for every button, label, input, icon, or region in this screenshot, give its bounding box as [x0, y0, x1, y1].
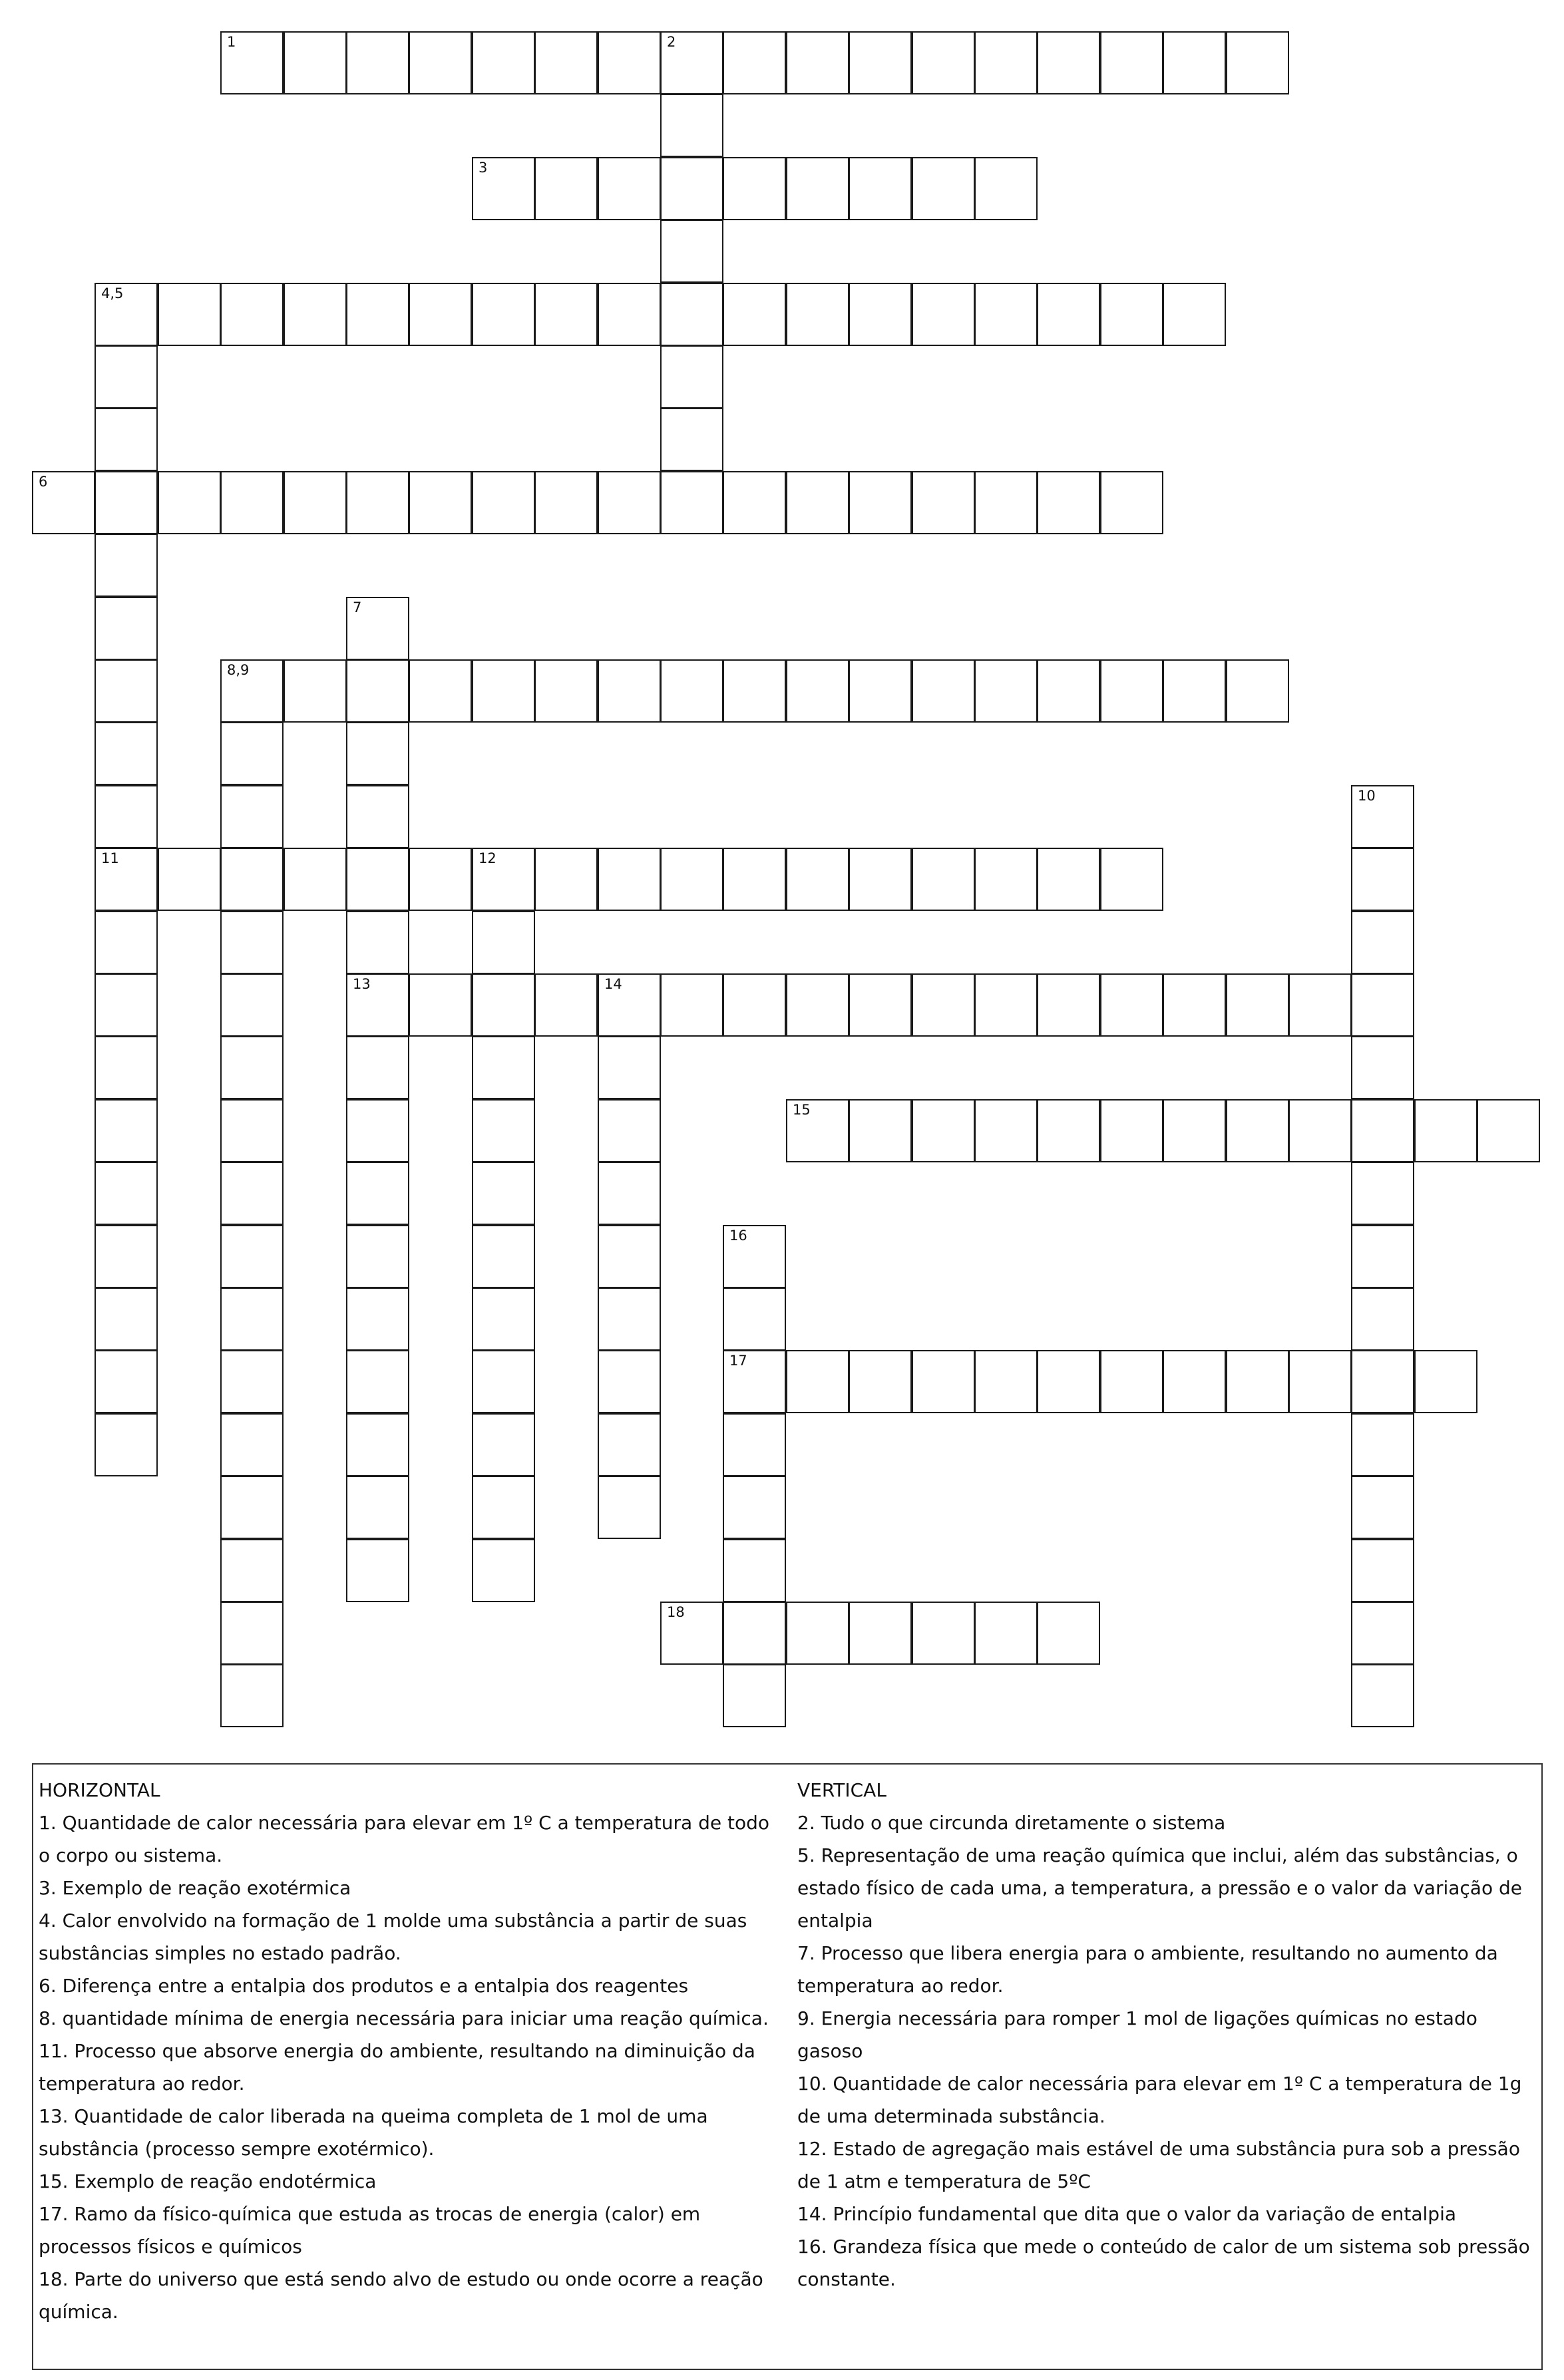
grid-cell[interactable] [912, 659, 975, 723]
clue-h11: 11. Processo que absorve energia do ambiente, resultando na diminuição da temperatura ao redor. [39, 2040, 755, 2095]
grid-cell[interactable] [786, 283, 849, 346]
grid-cell[interactable] [723, 1539, 786, 1602]
grid-cell[interactable] [598, 1036, 661, 1099]
grid-cell-7[interactable] [346, 597, 409, 660]
grid-cell-13[interactable] [346, 973, 409, 1037]
grid-cell[interactable] [849, 1350, 912, 1413]
clue-number: 15 [793, 1102, 811, 1118]
grid-cell[interactable] [472, 1476, 535, 1539]
grid-cell[interactable] [912, 1602, 975, 1665]
grid-cell[interactable] [598, 471, 661, 534]
grid-cell[interactable] [974, 1350, 1038, 1413]
clue-number: 16 [729, 1228, 747, 1244]
grid-cell[interactable] [472, 1287, 535, 1351]
clue-number: 11 [101, 850, 119, 866]
clue-h4: 4. Calor envolvido na formação de 1 molde uma substância a partir de suas substâncias simples no estado padrão. [39, 1910, 747, 1964]
grid-cell[interactable] [598, 1476, 661, 1539]
grid-cell[interactable] [912, 973, 975, 1037]
grid-cell[interactable] [409, 283, 472, 346]
grid-cell[interactable] [598, 1225, 661, 1288]
grid-cell[interactable] [912, 471, 975, 534]
grid-cell[interactable] [220, 722, 284, 785]
grid-cell[interactable] [409, 31, 472, 94]
grid-cell[interactable] [786, 471, 849, 534]
grid-cell[interactable] [534, 848, 598, 911]
grid-cell[interactable] [912, 31, 975, 94]
grid-cell[interactable] [1226, 1350, 1289, 1413]
grid-cell[interactable] [1100, 31, 1163, 94]
clue-number: 3 [479, 160, 488, 176]
grid-cell[interactable] [95, 1350, 158, 1413]
clue-h17: 17. Ramo da físico-química que estuda as trocas de energia (calor) em processos físicos e químicos [39, 2203, 701, 2258]
grid-cell-11[interactable] [95, 848, 158, 911]
grid-cell[interactable] [1100, 848, 1163, 911]
grid-cell-18[interactable] [660, 1602, 723, 1665]
clue-number: 18 [667, 1604, 685, 1620]
grid-cell[interactable] [346, 283, 409, 346]
grid-cell[interactable] [346, 1539, 409, 1602]
grid-cell[interactable] [1351, 911, 1414, 974]
clue-h3: 3. Exemplo de reação exotérmica [39, 1877, 351, 1899]
grid-cell[interactable] [534, 973, 598, 1037]
grid-cell-12[interactable] [472, 848, 535, 911]
grid-cell[interactable] [598, 31, 661, 94]
grid-cell[interactable] [95, 1413, 158, 1476]
grid-cell-45[interactable] [95, 283, 158, 346]
grid-cell[interactable] [472, 1162, 535, 1225]
grid-cell[interactable] [346, 1413, 409, 1476]
grid-cell[interactable] [723, 659, 786, 723]
grid-cell[interactable] [723, 973, 786, 1037]
grid-cell[interactable] [912, 283, 975, 346]
grid-cell[interactable] [220, 1099, 284, 1162]
grid-cell-10[interactable] [1351, 785, 1414, 848]
grid-cell[interactable] [849, 471, 912, 534]
grid-cell[interactable] [1163, 659, 1226, 723]
grid-cell[interactable] [598, 1287, 661, 1351]
grid-cell[interactable] [95, 471, 158, 534]
grid-cell[interactable] [220, 1602, 284, 1665]
clue-number: 14 [604, 976, 622, 992]
grid-cell[interactable] [660, 157, 723, 220]
grid-cell[interactable] [220, 283, 284, 346]
clue-v5: 5. Representação de uma reação química que inclui, além das substâncias, o estado físico de cada uma, a temperatura, a pressão e o valor da variação de entalpia [797, 1844, 1522, 1932]
grid-cell[interactable] [723, 848, 786, 911]
grid-cell[interactable] [534, 471, 598, 534]
grid-cell[interactable] [1100, 1350, 1163, 1413]
clues-box [32, 1763, 1543, 2370]
grid-cell[interactable] [472, 1036, 535, 1099]
grid-cell[interactable] [220, 785, 284, 848]
grid-cell[interactable] [849, 283, 912, 346]
grid-cell[interactable] [849, 973, 912, 1037]
grid-cell[interactable] [786, 1602, 849, 1665]
grid-cell[interactable] [158, 848, 221, 911]
grid-cell[interactable] [849, 848, 912, 911]
grid-cell[interactable] [220, 1287, 284, 1351]
clue-number: 17 [729, 1353, 747, 1369]
grid-cell[interactable] [786, 848, 849, 911]
grid-cell[interactable] [1351, 1476, 1414, 1539]
grid-cell[interactable] [1037, 31, 1100, 94]
grid-cell[interactable] [472, 659, 535, 723]
grid-cell[interactable] [220, 848, 284, 911]
grid-cell[interactable] [786, 157, 849, 220]
grid-cell[interactable] [786, 973, 849, 1037]
clue-v14: 14. Princípio fundamental que dita que o valor da variação de entalpia [797, 2203, 1457, 2225]
grid-cell[interactable] [472, 1350, 535, 1413]
grid-cell[interactable] [1351, 1664, 1414, 1727]
grid-cell[interactable] [95, 785, 158, 848]
grid-cell[interactable] [1100, 283, 1163, 346]
grid-cell[interactable] [1037, 1350, 1100, 1413]
grid-cell[interactable] [723, 1664, 786, 1727]
grid-cell[interactable] [346, 1225, 409, 1288]
grid-cell[interactable] [1351, 1225, 1414, 1288]
grid-cell[interactable] [1351, 1602, 1414, 1665]
grid-cell[interactable] [974, 1099, 1038, 1162]
grid-cell[interactable] [1100, 471, 1163, 534]
grid-cell[interactable] [660, 283, 723, 346]
grid-cell[interactable] [284, 659, 347, 723]
grid-cell[interactable] [974, 471, 1038, 534]
clue-number: 4,5 [101, 285, 124, 301]
grid-cell[interactable] [660, 659, 723, 723]
grid-cell[interactable] [1477, 1099, 1540, 1162]
grid-cell[interactable] [95, 1036, 158, 1099]
grid-cell[interactable] [1226, 973, 1289, 1037]
grid-cell[interactable] [974, 973, 1038, 1037]
grid-cell[interactable] [786, 31, 849, 94]
grid-cell[interactable] [220, 1350, 284, 1413]
grid-cell[interactable] [346, 1287, 409, 1351]
grid-cell-3[interactable] [472, 157, 535, 220]
grid-cell[interactable] [220, 471, 284, 534]
grid-cell[interactable] [912, 1350, 975, 1413]
clue-number: 12 [479, 850, 496, 866]
grid-cell-6[interactable] [32, 471, 95, 534]
grid-cell[interactable] [1163, 1350, 1226, 1413]
clue-v2: 2. Tudo o que circunda diretamente o sistema [797, 1812, 1226, 1834]
grid-cell-17[interactable] [723, 1350, 786, 1413]
grid-cell[interactable] [1351, 1287, 1414, 1351]
grid-cell[interactable] [95, 1162, 158, 1225]
grid-cell[interactable] [660, 848, 723, 911]
grid-cell[interactable] [346, 848, 409, 911]
grid-cell[interactable] [1351, 1162, 1414, 1225]
grid-cell[interactable] [220, 1413, 284, 1476]
grid-cell[interactable] [1163, 283, 1226, 346]
grid-cell[interactable] [974, 157, 1038, 220]
grid-cell[interactable] [472, 1225, 535, 1288]
grid-cell[interactable] [346, 785, 409, 848]
grid-cell[interactable] [1288, 1350, 1352, 1413]
grid-cell[interactable] [660, 973, 723, 1037]
grid-cell[interactable] [534, 283, 598, 346]
grid-cell[interactable] [472, 31, 535, 94]
grid-cell[interactable] [598, 1413, 661, 1476]
horizontal-title: HORIZONTAL [39, 1779, 160, 1801]
clue-h13: 13. Quantidade de calor liberada na queima completa de 1 mol de uma substância (processo sempre exotérmico). [39, 2105, 708, 2160]
grid-cell[interactable] [409, 848, 472, 911]
grid-cell[interactable] [1351, 1539, 1414, 1602]
grid-cell[interactable] [974, 283, 1038, 346]
grid-cell[interactable] [95, 408, 158, 471]
grid-cell[interactable] [912, 1099, 975, 1162]
grid-cell-1[interactable] [220, 31, 284, 94]
clue-h15: 15. Exemplo de reação endotérmica [39, 2170, 377, 2192]
grid-cell[interactable] [723, 31, 786, 94]
clue-number: 1 [227, 34, 236, 50]
grid-cell[interactable] [1037, 659, 1100, 723]
grid-cell[interactable] [723, 283, 786, 346]
grid-cell[interactable] [409, 471, 472, 534]
grid-cell[interactable] [1351, 1036, 1414, 1099]
grid-cell-2[interactable] [660, 31, 723, 94]
grid-cell[interactable] [723, 157, 786, 220]
grid-cell[interactable] [95, 1225, 158, 1288]
grid-cell[interactable] [723, 471, 786, 534]
grid-cell[interactable] [220, 911, 284, 974]
grid-cell[interactable] [158, 471, 221, 534]
grid-cell[interactable] [1163, 31, 1226, 94]
grid-cell[interactable] [1100, 1099, 1163, 1162]
grid-cell[interactable] [220, 1162, 284, 1225]
grid-cell[interactable] [849, 31, 912, 94]
grid-cell[interactable] [220, 1476, 284, 1539]
grid-cell[interactable] [974, 31, 1038, 94]
clue-number: 13 [353, 976, 371, 992]
grid-cell[interactable] [284, 283, 347, 346]
grid-cell[interactable] [1037, 848, 1100, 911]
grid-cell[interactable] [472, 1413, 535, 1476]
grid-cell[interactable] [95, 973, 158, 1037]
grid-cell[interactable] [346, 1162, 409, 1225]
grid-cell[interactable] [472, 283, 535, 346]
grid-cell[interactable] [1037, 471, 1100, 534]
grid-cell[interactable] [409, 659, 472, 723]
grid-cell[interactable] [95, 1099, 158, 1162]
grid-cell[interactable] [1163, 973, 1226, 1037]
grid-cell[interactable] [1351, 973, 1414, 1037]
grid-cell[interactable] [472, 911, 535, 974]
clue-number: 8,9 [227, 662, 250, 678]
grid-cell[interactable] [974, 848, 1038, 911]
grid-cell[interactable] [598, 1099, 661, 1162]
grid-cell-16[interactable] [723, 1225, 786, 1288]
grid-cell[interactable] [786, 659, 849, 723]
grid-cell[interactable] [534, 31, 598, 94]
clue-h18: 18. Parte do universo que está sendo alvo de estudo ou onde ocorre a reação química. [39, 2268, 763, 2323]
grid-cell[interactable] [95, 597, 158, 660]
grid-cell[interactable] [723, 1287, 786, 1351]
grid-cell[interactable] [472, 973, 535, 1037]
grid-cell-15[interactable] [786, 1099, 849, 1162]
grid-cell[interactable] [346, 659, 409, 723]
grid-cell[interactable] [598, 283, 661, 346]
grid-cell[interactable] [1351, 1350, 1414, 1413]
grid-cell[interactable] [660, 471, 723, 534]
grid-cell[interactable] [974, 659, 1038, 723]
grid-cell[interactable] [346, 1350, 409, 1413]
grid-cell[interactable] [472, 1099, 535, 1162]
grid-cell[interactable] [409, 973, 472, 1037]
grid-cell[interactable] [95, 345, 158, 409]
grid-cell[interactable] [598, 1162, 661, 1225]
grid-cell[interactable] [660, 220, 723, 283]
grid-cell[interactable] [95, 911, 158, 974]
clue-v16: 16. Grandeza física que mede o conteúdo de calor de um sistema sob pressão constante. [797, 2236, 1530, 2290]
vertical-title: VERTICAL [797, 1779, 886, 1801]
grid-cell[interactable] [1288, 1099, 1352, 1162]
grid-cell[interactable] [346, 911, 409, 974]
clue-number: 6 [39, 474, 48, 490]
grid-cell[interactable] [1414, 1099, 1477, 1162]
grid-cell[interactable] [1414, 1350, 1477, 1413]
grid-cell[interactable] [912, 848, 975, 911]
grid-cell[interactable] [284, 848, 347, 911]
clue-h6: 6. Diferença entre a entalpia dos produtos e a entalpia dos reagentes [39, 1975, 689, 1997]
grid-cell[interactable] [660, 345, 723, 409]
grid-cell[interactable] [1351, 1099, 1414, 1162]
grid-cell[interactable] [723, 1413, 786, 1476]
grid-cell[interactable] [220, 1225, 284, 1288]
grid-cell[interactable] [1288, 973, 1352, 1037]
grid-cell[interactable] [598, 157, 661, 220]
clue-number: 10 [1358, 788, 1376, 804]
grid-cell[interactable] [1351, 848, 1414, 911]
grid-cell[interactable] [284, 31, 347, 94]
grid-cell[interactable] [346, 471, 409, 534]
grid-cell[interactable] [598, 848, 661, 911]
grid-cell[interactable] [849, 659, 912, 723]
grid-cell[interactable] [95, 659, 158, 723]
grid-cell[interactable] [346, 1476, 409, 1539]
clue-number: 7 [353, 599, 362, 615]
grid-cell-89[interactable] [220, 659, 284, 723]
grid-cell[interactable] [1226, 31, 1289, 94]
vertical-clues [797, 1774, 1543, 2295]
grid-cell[interactable] [220, 1036, 284, 1099]
grid-cell[interactable] [534, 157, 598, 220]
grid-cell[interactable] [472, 1539, 535, 1602]
grid-cell[interactable] [849, 1099, 912, 1162]
grid-cell[interactable] [1037, 1602, 1100, 1665]
grid-cell[interactable] [1037, 973, 1100, 1037]
grid-cell[interactable] [1163, 1099, 1226, 1162]
clue-v12: 12. Estado de agregação mais estável de uma substância pura sob a pressão de 1 atm e temperatura de 5ºC [797, 2138, 1520, 2192]
grid-cell[interactable] [660, 94, 723, 157]
grid-cell[interactable] [220, 973, 284, 1037]
grid-cell[interactable] [660, 408, 723, 471]
grid-cell[interactable] [598, 1350, 661, 1413]
grid-cell[interactable] [598, 659, 661, 723]
clue-number: 2 [667, 34, 676, 50]
grid-cell[interactable] [1037, 283, 1100, 346]
grid-cell[interactable] [472, 471, 535, 534]
grid-cell[interactable] [220, 1664, 284, 1727]
grid-cell[interactable] [346, 722, 409, 785]
grid-cell[interactable] [1351, 1413, 1414, 1476]
grid-cell[interactable] [284, 471, 347, 534]
clue-h8: 8. quantidade mínima de energia necessária para iniciar uma reação química. [39, 2007, 769, 2029]
grid-cell[interactable] [220, 1539, 284, 1602]
grid-cell[interactable] [974, 1602, 1038, 1665]
grid-cell[interactable] [95, 534, 158, 597]
grid-cell-14[interactable] [598, 973, 661, 1037]
clue-v10: 10. Quantidade de calor necessária para elevar em 1º C a temperatura de 1g de uma determinada substância. [797, 2073, 1522, 2127]
grid-cell[interactable] [1100, 973, 1163, 1037]
grid-cell[interactable] [1226, 1099, 1289, 1162]
grid-cell[interactable] [723, 1476, 786, 1539]
grid-cell[interactable] [534, 659, 598, 723]
grid-cell[interactable] [723, 1602, 786, 1665]
grid-cell[interactable] [786, 1350, 849, 1413]
grid-cell[interactable] [158, 283, 221, 346]
grid-cell[interactable] [849, 1602, 912, 1665]
clue-v7: 7. Processo que libera energia para o ambiente, resultando no aumento da temperatura ao redor. [797, 1942, 1498, 1997]
grid-cell[interactable] [346, 1099, 409, 1162]
grid-cell[interactable] [346, 1036, 409, 1099]
grid-cell[interactable] [849, 157, 912, 220]
clue-h1: 1. Quantidade de calor necessária para elevar em 1º C a temperatura de todo o corpo ou sistema. [39, 1812, 770, 1866]
grid-cell[interactable] [95, 722, 158, 785]
grid-cell[interactable] [1100, 659, 1163, 723]
grid-cell[interactable] [95, 1287, 158, 1351]
grid-cell[interactable] [1226, 659, 1289, 723]
grid-cell[interactable] [1037, 1099, 1100, 1162]
grid-cell[interactable] [912, 157, 975, 220]
clue-v9: 9. Energia necessária para romper 1 mol de ligações químicas no estado gasoso [797, 2007, 1477, 2062]
horizontal-clues [39, 1774, 784, 2328]
grid-cell[interactable] [346, 31, 409, 94]
